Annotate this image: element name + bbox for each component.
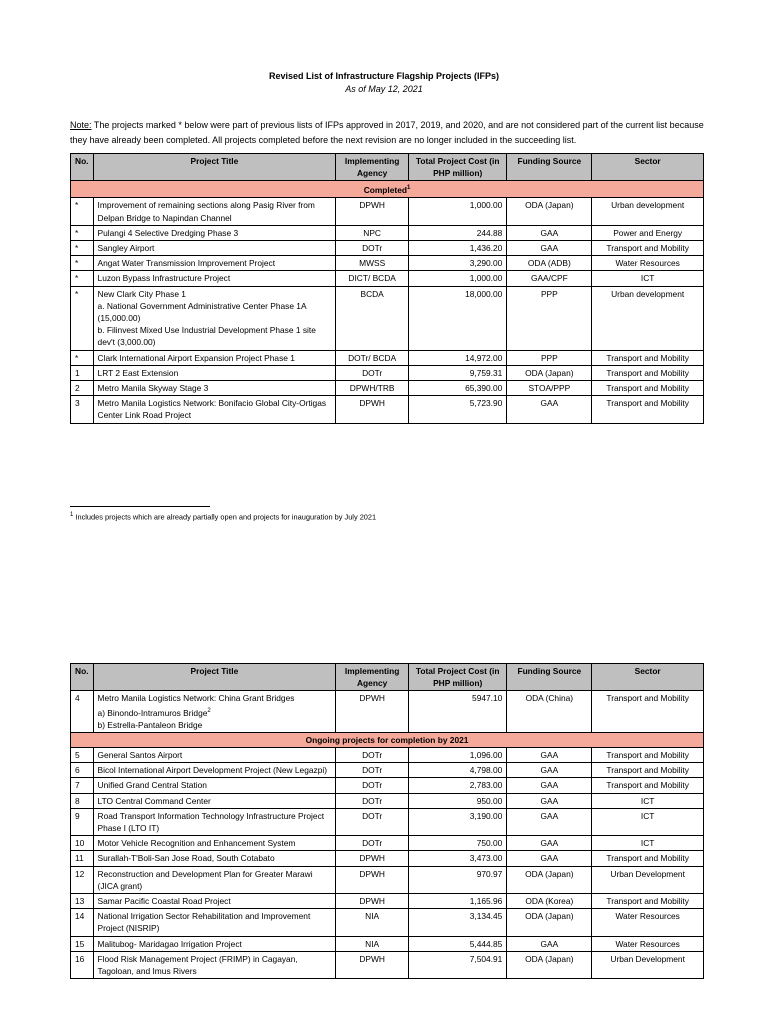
cell-cost: 1,096.00 <box>409 748 507 763</box>
cell-agency: DOTr <box>336 778 409 793</box>
cell-title-sub: b) Estrella-Pantaleon Bridge <box>97 719 203 730</box>
table-row <box>71 836 704 851</box>
cell-no: * <box>71 286 94 350</box>
cell-title: Surallah-T'Boli-San Jose Road, South Cotabato <box>93 851 336 866</box>
table-row <box>71 286 704 350</box>
table-header-row <box>71 664 704 691</box>
cell-sector: Transport and Mobility <box>592 241 704 256</box>
cell-agency: DPWH <box>336 396 409 423</box>
cell-agency: DOTr/ BCDA <box>336 350 409 365</box>
cell-cost: 750.00 <box>409 836 507 851</box>
cell-title: Luzon Bypass Infrastructure Project <box>93 271 336 286</box>
col-header-title: Project Title <box>93 664 336 691</box>
cell-cost: 4,798.00 <box>409 763 507 778</box>
cell-funding: GAA <box>507 808 592 835</box>
cell-cost: 18,000.00 <box>409 286 507 350</box>
completed-projects-table <box>70 153 704 424</box>
cell-agency: DPWH <box>336 894 409 909</box>
section-label: Ongoing projects for completion by 2021 <box>71 732 704 747</box>
cell-title: Malitubog- Maridagao Irrigation Project <box>93 936 336 951</box>
cell-title: Clark International Airport Expansion Project Phase 1 <box>93 350 336 365</box>
cell-no: 6 <box>71 763 94 778</box>
table-row <box>71 691 704 732</box>
cell-cost: 5,723.90 <box>409 396 507 423</box>
cell-title: Motor Vehicle Recognition and Enhancement System <box>93 836 336 851</box>
col-header-no: No. <box>71 154 94 181</box>
cell-agency: DPWH <box>336 866 409 893</box>
cell-funding: ODA (China) <box>507 691 592 732</box>
cell-cost: 14,972.00 <box>409 350 507 365</box>
cell-title: Metro Manila Skyway Stage 3 <box>93 381 336 396</box>
table-header-row <box>71 154 704 181</box>
cell-title-main: New Clark City Phase 1 <box>97 288 186 299</box>
col-header-no: No. <box>71 664 94 691</box>
cell-cost: 5947.10 <box>409 691 507 732</box>
cell-title: General Santos Airport <box>93 748 336 763</box>
cell-agency: DPWH <box>336 198 409 225</box>
cell-agency: NPC <box>336 225 409 240</box>
cell-sector: Water Resources <box>592 256 704 271</box>
cell-cost: 3,473.00 <box>409 851 507 866</box>
cell-funding: ODA (Korea) <box>507 894 592 909</box>
table-row <box>71 365 704 380</box>
cell-no: 7 <box>71 778 94 793</box>
cell-funding: GAA <box>507 241 592 256</box>
cell-sector: ICT <box>592 271 704 286</box>
table-row <box>71 271 704 286</box>
cell-funding: ODA (ADB) <box>507 256 592 271</box>
cell-funding: GAA <box>507 851 592 866</box>
cell-cost: 5,444.85 <box>409 936 507 951</box>
table-row <box>71 225 704 240</box>
table-row <box>71 909 704 936</box>
col-header-sector: Sector <box>592 664 704 691</box>
cell-title: Angat Water Transmission Improvement Project <box>93 256 336 271</box>
cell-agency: DOTr <box>336 836 409 851</box>
table-row <box>71 381 704 396</box>
cell-title: Reconstruction and Development Plan for Greater Marawi (JICA grant) <box>93 866 336 893</box>
cell-sector: Urban Development <box>592 866 704 893</box>
table-row <box>71 350 704 365</box>
cell-sector: Transport and Mobility <box>592 396 704 423</box>
cell-agency: DICT/ BCDA <box>336 271 409 286</box>
note-text: The projects marked * below were part of previous lists of IFPs approved in 2017, 2019, and 2020, and are not considered part of the current list because they have already been completed. All projects completed before the next revision are no longer included in the succeeding list. <box>70 120 704 145</box>
cell-sector: Transport and Mobility <box>592 691 704 732</box>
footnote <box>70 512 376 521</box>
cell-cost: 950.00 <box>409 793 507 808</box>
cell-no: 16 <box>71 951 94 978</box>
cell-agency: DPWH <box>336 951 409 978</box>
cell-sector: Transport and Mobility <box>592 748 704 763</box>
cell-cost: 3,290.00 <box>409 256 507 271</box>
cell-title: LTO Central Command Center <box>93 793 336 808</box>
table-row <box>71 894 704 909</box>
section-row-ongoing <box>71 732 704 747</box>
document-title: Revised List of Infrastructure Flagship Projects (IFPs) <box>268 71 500 81</box>
cell-no: 14 <box>71 909 94 936</box>
cell-funding: PPP <box>507 286 592 350</box>
table-row <box>71 198 704 225</box>
table-row <box>71 793 704 808</box>
ongoing-projects-table <box>70 663 704 979</box>
cell-funding: PPP <box>507 350 592 365</box>
cell-funding: GAA <box>507 836 592 851</box>
cell-agency: DOTr <box>336 241 409 256</box>
cell-sector: Transport and Mobility <box>592 763 704 778</box>
cell-no: 2 <box>71 381 94 396</box>
cell-title: Improvement of remaining sections along Pasig River from Delpan Bridge to Napindan Channel <box>93 198 336 225</box>
cell-sector: Urban Development <box>592 951 704 978</box>
cell-cost: 7,504.91 <box>409 951 507 978</box>
col-header-sector: Sector <box>592 154 704 181</box>
cell-cost: 1,436.20 <box>409 241 507 256</box>
cell-no: 1 <box>71 365 94 380</box>
cell-no: 12 <box>71 866 94 893</box>
cell-agency: BCDA <box>336 286 409 350</box>
cell-sector: Urban development <box>592 286 704 350</box>
table-row <box>71 866 704 893</box>
cell-sector: Transport and Mobility <box>592 778 704 793</box>
cell-agency: DOTr <box>336 793 409 808</box>
cell-sector: Transport and Mobility <box>592 894 704 909</box>
footnote-separator <box>70 506 210 507</box>
cell-sector: Transport and Mobility <box>592 851 704 866</box>
table-row <box>71 241 704 256</box>
table-row <box>71 778 704 793</box>
cell-title: Pulangi 4 Selective Dredging Phase 3 <box>93 225 336 240</box>
cell-agency: DOTr <box>336 365 409 380</box>
cell-sector: Transport and Mobility <box>592 381 704 396</box>
cell-cost: 65,390.00 <box>409 381 507 396</box>
cell-title-sub: a. National Government Administrative Center Phase 1A (15,000.00) <box>97 300 307 324</box>
document-date: As of May 12, 2021 <box>345 84 423 94</box>
col-header-cost: Total Project Cost (in PHP million) <box>409 664 507 691</box>
cell-agency: DOTr <box>336 748 409 763</box>
cell-agency: NIA <box>336 936 409 951</box>
cell-funding: ODA (Japan) <box>507 198 592 225</box>
cell-no: 10 <box>71 836 94 851</box>
cell-title <box>93 691 336 732</box>
cell-funding: ODA (Japan) <box>507 365 592 380</box>
cell-sector: Power and Energy <box>592 225 704 240</box>
table-row <box>71 748 704 763</box>
cell-sector: Water Resources <box>592 936 704 951</box>
cell-no: * <box>71 225 94 240</box>
cell-cost: 9,759.31 <box>409 365 507 380</box>
cell-no: * <box>71 271 94 286</box>
table-row <box>71 951 704 978</box>
footnote-text: Includes projects which are already partially open and projects for inauguration by July 2021 <box>75 512 377 522</box>
cell-cost: 244.88 <box>409 225 507 240</box>
section-row-completed <box>71 181 704 198</box>
cell-agency: DPWH <box>336 851 409 866</box>
cell-no: * <box>71 350 94 365</box>
cell-sector: Water Resources <box>592 909 704 936</box>
cell-cost: 1,000.00 <box>409 198 507 225</box>
cell-cost: 3,190.00 <box>409 808 507 835</box>
col-header-agency: Implementing Agency <box>336 664 409 691</box>
cell-funding: GAA/CPF <box>507 271 592 286</box>
cell-funding: GAA <box>507 793 592 808</box>
cell-title: National Irrigation Sector Rehabilitation and Improvement Project (NISRIP) <box>93 909 336 936</box>
cell-agency: MWSS <box>336 256 409 271</box>
cell-title: Sangley Airport <box>93 241 336 256</box>
cell-funding: GAA <box>507 936 592 951</box>
cell-title: Metro Manila Logistics Network: Bonifacio Global City-Ortigas Center Link Road Project <box>93 396 336 423</box>
cell-cost: 1,165.96 <box>409 894 507 909</box>
cell-title: Flood Risk Management Project (FRIMP) in Cagayan, Tagoloan, and Imus Rivers <box>93 951 336 978</box>
cell-funding: GAA <box>507 748 592 763</box>
cell-no: 4 <box>71 691 94 732</box>
cell-sector: Transport and Mobility <box>592 350 704 365</box>
col-header-agency: Implementing Agency <box>336 154 409 181</box>
cell-agency: DPWH/TRB <box>336 381 409 396</box>
cell-title: Samar Pacific Coastal Road Project <box>93 894 336 909</box>
cell-funding: GAA <box>507 225 592 240</box>
cell-title-sub: a) Binondo-Intramuros Bridge$^2$ <box>97 707 211 718</box>
table-row <box>71 808 704 835</box>
cell-funding: GAA <box>507 396 592 423</box>
cell-sector: ICT <box>592 793 704 808</box>
cell-no: * <box>71 198 94 225</box>
cell-title-main: Metro Manila Logistics Network: China Grant Bridges <box>97 693 295 704</box>
cell-sector: Urban development <box>592 198 704 225</box>
cell-sector: ICT <box>592 808 704 835</box>
footnote-ref: 2 <box>207 707 211 714</box>
cell-agency: DOTr <box>336 808 409 835</box>
cell-title: LRT 2 East Extension <box>93 365 336 380</box>
cell-no: 8 <box>71 793 94 808</box>
col-header-funding: Funding Source <box>507 664 592 691</box>
section-label: Completed$^1$ <box>71 181 704 198</box>
note-label: Note: <box>70 120 92 130</box>
cell-agency: NIA <box>336 909 409 936</box>
table-row <box>71 763 704 778</box>
cell-title: Unified Grand Central Station <box>93 778 336 793</box>
col-header-funding: Funding Source <box>507 154 592 181</box>
cell-funding: ODA (Japan) <box>507 951 592 978</box>
cell-no: 5 <box>71 748 94 763</box>
cell-no: 13 <box>71 894 94 909</box>
table-row <box>71 851 704 866</box>
col-header-cost: Total Project Cost (in PHP million) <box>409 154 507 181</box>
cell-agency: DPWH <box>336 691 409 732</box>
cell-no: 15 <box>71 936 94 951</box>
cell-funding: ODA (Japan) <box>507 909 592 936</box>
cell-no: 9 <box>71 808 94 835</box>
cell-funding: STOA/PPP <box>507 381 592 396</box>
cell-funding: GAA <box>507 778 592 793</box>
cell-no: * <box>71 241 94 256</box>
table-row <box>71 936 704 951</box>
cell-cost: 970.97 <box>409 866 507 893</box>
cell-sector: ICT <box>592 836 704 851</box>
cell-title: Bicol International Airport Development Project (New Legazpi) <box>93 763 336 778</box>
cell-title-sub: b. Filinvest Mixed Use Industrial Development Phase 1 site dev't (3,000.00) <box>97 325 316 348</box>
footnote-mark: 1 <box>70 512 74 518</box>
table-row <box>71 396 704 423</box>
cell-title: Road Transport Information Technology Infrastructure Project Phase I (LTO IT) <box>93 808 336 835</box>
cell-sector: Transport and Mobility <box>592 365 704 380</box>
cell-no: 3 <box>71 396 94 423</box>
cell-agency: DOTr <box>336 763 409 778</box>
col-header-title: Project Title <box>93 154 336 181</box>
cell-cost: 1,000.00 <box>409 271 507 286</box>
footnote-ref: 1 <box>406 185 411 192</box>
cell-no: 11 <box>71 851 94 866</box>
cell-funding: GAA <box>507 763 592 778</box>
table-row <box>71 256 704 271</box>
cell-no: * <box>71 256 94 271</box>
note-paragraph <box>70 118 710 148</box>
cell-funding: ODA (Japan) <box>507 866 592 893</box>
cell-cost: 2,783.00 <box>409 778 507 793</box>
cell-cost: 3,134.45 <box>409 909 507 936</box>
cell-title <box>93 286 336 350</box>
